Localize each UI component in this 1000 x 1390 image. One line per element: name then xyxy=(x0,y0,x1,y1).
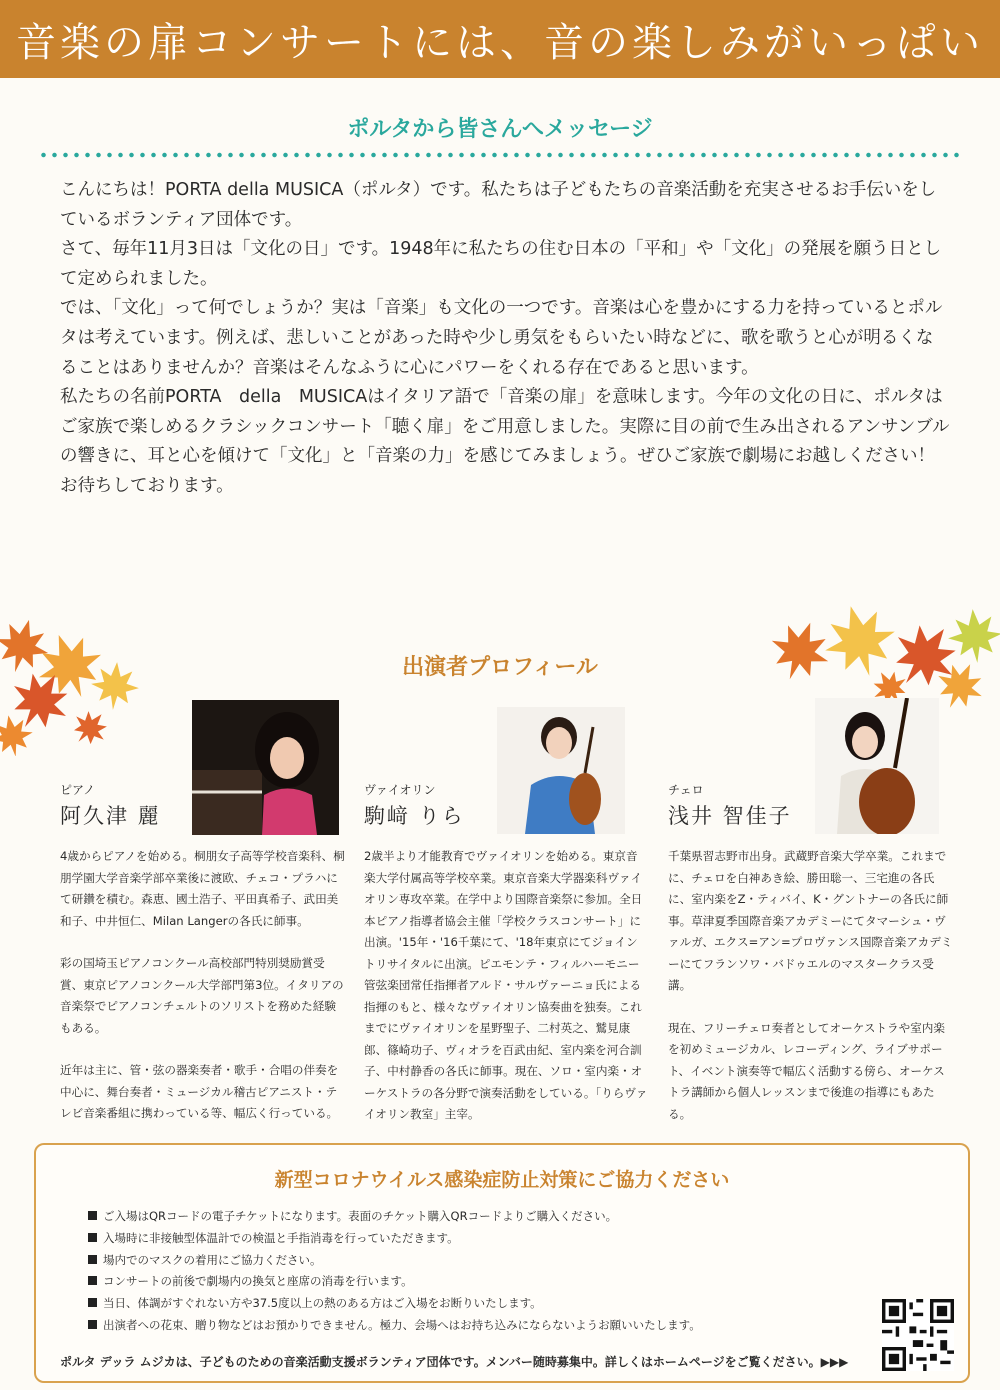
square-bullet-icon xyxy=(88,1233,97,1242)
message-paragraph: こんにちは！PORTA della MUSICA（ポルタ）です。私たちは子どもたちの音楽活動を充実させるお手伝いをしているボランティア団体です。 xyxy=(60,180,937,230)
list-item-text: 場内でのマスクの着用にご協力ください。 xyxy=(103,1252,322,1267)
covid-list xyxy=(88,1206,701,1337)
performer-bio xyxy=(60,846,345,1146)
list-item xyxy=(88,1315,701,1337)
bio-paragraph: 近年は主に、管・弦の器楽奏者・歌手・合唱の伴奏を中心に、舞台奏者・ミュージカル稽古ピアニスト・テレビ音楽番組に携わっている等、幅広く行っている。 xyxy=(60,1063,339,1120)
performer-bio xyxy=(364,846,649,1147)
list-item-text: 出演者への花束、贈り物などはお預かりできません。極力、会場へはお持ち込みにならないようお願いいたします。 xyxy=(103,1317,701,1332)
list-item xyxy=(88,1250,701,1272)
performer-name: 浅井 智佳子 xyxy=(668,804,792,828)
performer-role: チェロ xyxy=(668,783,704,797)
performer-bio xyxy=(668,846,953,1146)
square-bullet-icon xyxy=(88,1255,97,1264)
square-bullet-icon xyxy=(88,1211,97,1220)
performer-role: ヴァイオリン xyxy=(364,783,436,797)
square-bullet-icon xyxy=(88,1276,97,1285)
list-item xyxy=(88,1206,701,1228)
list-item-text: 入場時に非接触型体温計での検温と手指消毒を行っていただきます。 xyxy=(103,1230,459,1245)
list-item xyxy=(88,1228,701,1250)
banner-title: 音楽の扉コンサートには、音の楽しみがいっぱい xyxy=(16,19,984,66)
square-bullet-icon xyxy=(88,1320,97,1329)
message-paragraph: さて、毎年11月3日は「文化の日」です。1948年に私たちの住む日本の「平和」や「文化」の発展を願う日として定められました。 xyxy=(60,239,942,289)
qr-code-icon[interactable] xyxy=(882,1299,954,1371)
list-item-text: 当日、体調がすぐれない方や37.5度以上の熱のある方はご入場をお断りいたします。 xyxy=(103,1296,542,1311)
bio-paragraph: 2歳半より才能教育でヴァイオリンを始める。東京音楽大学付属高等学校卒業。東京音楽大学器楽科ヴァイオリン専攻卒業。在学中より国際音楽祭に参加。全日本ピアノ指導者協会主催「学校クラスコンサート」に出演。'15年・'16千葉にて、'18年東京にてジョイントリサイタルに出演。ピエモンテ・フィルハーモニー管弦楽団常任指揮者アルド・サルヴァーニョ氏による指揮のもと、様々なヴァイオリン協奏曲を独奏。これまでにヴァイオリンを星野聖子、二村英之、鷲見康郎、篠崎功子、ヴィオラを百武由紀、室内楽を河合訓子、中村静香の各氏に師事。現在、ソロ・室内楽・オーケストラの各分野で演奏活動をしている。「りらヴァイオリン教室」主宰。 xyxy=(364,849,648,1121)
message-body xyxy=(60,176,950,502)
performer-name: 駒﨑 りら xyxy=(364,804,465,828)
message-paragraph: 私たちの名前PORTA della MUSICAはイタリア語で「音楽の扉」を意味します。今年の文化の日に、ポルタはご家族で楽しめるクラシックコンサート「聴く扉」をご用意しました。実際に目の前で生み出されるアンサンブルの響きに、耳と心を傾けて「文化」と「音楽の力」を感じてみましょう。ぜひご家族で劇場にお越しください！ xyxy=(60,387,950,467)
covid-title: 新型コロナウイルス感染症防止対策にご協力ください xyxy=(274,1169,730,1191)
message-paragraph: お待ちしております。 xyxy=(60,475,234,496)
profile-title: 出演者プロフィール xyxy=(402,655,598,680)
dotted-divider xyxy=(38,152,962,158)
bio-paragraph: 4歳からピアノを始める。桐朋女子高等学校音楽科、桐朋学園大学音楽学部卒業後に渡欧、チェコ・プラハにて研鑽を積む。森恵、國土浩子、平田真希子、武田美和子、中井恒仁、Milan Langerの各氏に師事。 xyxy=(60,849,345,928)
performer-name: 阿久津 麗 xyxy=(60,804,161,828)
list-item-text: ご入場はQRコードの電子チケットになります。表面のチケット購入QRコードよりご購入ください。 xyxy=(103,1209,618,1223)
bio-paragraph: 彩の国埼玉ピアノコンクール高校部門特別奨励賞受賞、東京ピアノコンクール大学部門第3位。イタリアの音楽祭でピアノコンチェルトのソリストを務めた経験もある。 xyxy=(60,956,344,1035)
cellist-photo xyxy=(815,698,939,834)
list-item xyxy=(88,1293,701,1315)
covid-notice-box xyxy=(34,1143,970,1383)
list-item-text: コンサートの前後で劇場内の換気と座席の消毒を行います。 xyxy=(103,1274,413,1289)
page-banner xyxy=(0,0,1000,78)
pianist-photo xyxy=(192,700,339,835)
square-bullet-icon xyxy=(88,1298,97,1307)
message-title: ポルタから皆さんへメッセージ xyxy=(347,117,653,142)
violinist-photo xyxy=(497,707,625,834)
list-item xyxy=(88,1271,701,1293)
footer-text: ポルタ デッラ ムジカは、子どものための音楽活動支援ボランティア団体です。メンバー随時募集中。詳しくはホームページをご覧ください。▶▶▶ xyxy=(60,1355,849,1369)
bio-paragraph: 現在、フリーチェロ奏者としてオーケストラや室内楽を初めミュージカル、レコーディング、ライブサポート、イベント演奏等で幅広く活動する傍ら、オーケストラ講師から個人レッスンまで後進の指導にもあたる。 xyxy=(668,1020,945,1121)
message-paragraph: では、「文化」って何でしょうか？実は「音楽」も文化の一つです。音楽は心を豊かにする力を持っているとポルタは考えています。例えば、悲しいことがあった時や少し勇気をもらいたい時などに、歌を歌うと心が明るくなることはありませんか？音楽はそんなふうに心にパワーをくれる存在であると思います。 xyxy=(60,298,943,378)
maple-leaves-left-icon xyxy=(0,606,200,756)
bio-paragraph: 千葉県習志野市出身。武蔵野音楽大学卒業。これまでに、チェロを白神あき絵、勝田聡一、三宅進の各氏に、室内楽をZ・ティバイ、K・グントナーの各氏に師事。草津夏季国際音楽アカデミーにてタマーシュ・ヴァルガ、エクス=アン=プロヴァンス国際音楽アカデミーにてフランソワ・バドゥエルのマスタークラス受講。 xyxy=(668,849,953,992)
performer-role: ピアノ xyxy=(60,783,96,797)
